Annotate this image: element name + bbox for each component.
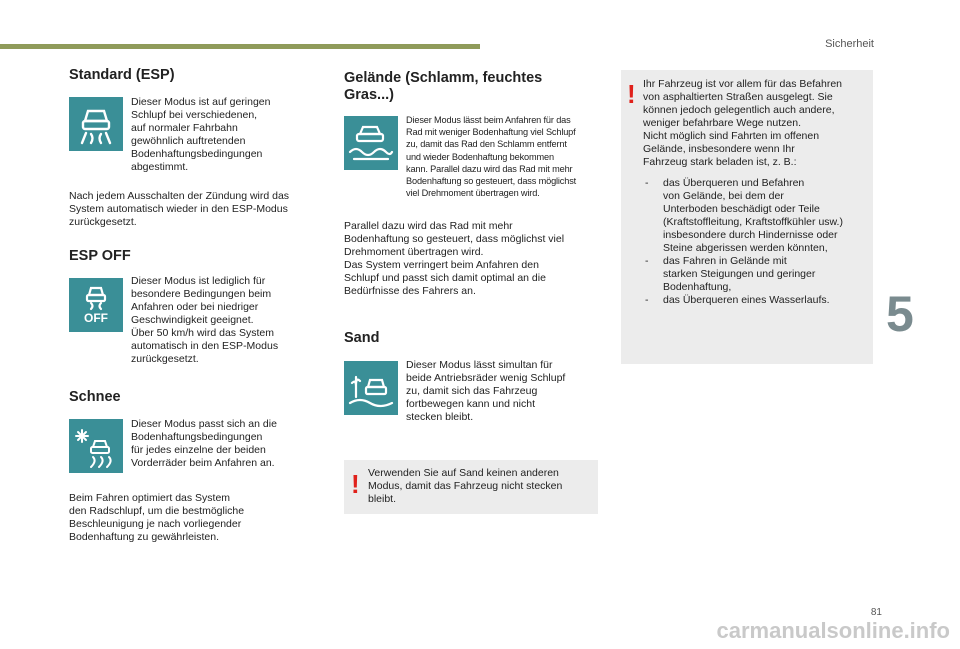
offroad-warning-list bbox=[643, 177, 873, 307]
snow-mode-icon bbox=[69, 419, 123, 473]
offroad-warning-box bbox=[621, 70, 873, 364]
esp-off-icon bbox=[69, 278, 123, 332]
sand-warning-text: Verwenden Sie auf Sand keinen anderen Modus, damit das Fahrzeug nicht stecken bleibt. bbox=[368, 467, 563, 505]
page-number: 81 bbox=[870, 607, 882, 618]
gelaende-text: Dieser Modus lässt beim Anfahren für das Rad mit weniger Bodenhaftung viel Schlupf zu, damit das Rad den Schlamm entfernt und wieder Bodenhaftung bekommen kann. Parallel dazu wird das Rad mit mehr Bodenhaftung so gesteuert, dass möglichst viel Drehmoment übertragen wird. bbox=[406, 115, 577, 199]
section-label: Sicherheit bbox=[825, 38, 874, 50]
schnee-title: Schnee bbox=[69, 389, 121, 405]
list-item: - das Überqueren und Befahren von Gelände, bei dem der Unterboden beschädigt oder Teile (Kraftstoffleitung, Kraftstoffkühler usw.) insbesondere durch Hindernisse oder Steine abgerissen werden könnten, bbox=[645, 177, 843, 254]
svg-text:OFF: OFF bbox=[84, 311, 108, 325]
gelaende-title: Gelände (Schlamm, feuchtes Gras...) bbox=[344, 70, 543, 103]
watermark: carmanualsonline.info bbox=[716, 618, 950, 643]
esp-standard-icon bbox=[69, 97, 123, 151]
sand-warning-box bbox=[344, 460, 598, 514]
schnee-note: Beim Fahren optimiert das System den Radschlupf, um die bestmögliche Beschleunigung je nach vorliegender Bodenhaftung zu gewährleisten. bbox=[69, 492, 245, 543]
warning-icon: ! bbox=[627, 79, 636, 109]
mud-mode-icon bbox=[344, 116, 398, 170]
esp-off-title: ESP OFF bbox=[69, 248, 131, 264]
sand-text: Dieser Modus lässt simultan für beide Antriebsräder wenig Schlupf zu, damit sich das Fahrzeug fortbewegen kann und nicht stecken bleibt. bbox=[406, 359, 566, 423]
gelaende-note: Parallel dazu wird das Rad mit mehr Bodenhaftung so gesteuert, dass möglichst viel Drehmoment übertragen wird. Das System verringert beim Anfahren den Schlupf und passt sich damit optimal an die Bedürfnisse des Fahrers an. bbox=[344, 220, 565, 297]
sand-title: Sand bbox=[344, 330, 380, 346]
chapter-number: 5 bbox=[886, 286, 914, 342]
warning-icon: ! bbox=[351, 469, 360, 499]
offroad-warning-intro: Ihr Fahrzeug ist vor allem für das Befahren von asphaltierten Straßen ausgelegt. Sie können jedoch gelegentlich auch andere, weniger befahrbare Wege nutzen. Nicht möglich sind Fahrten im offenen Gelände, insbesondere wenn Ihr Fahrzeug stark beladen ist, z. B.: bbox=[643, 78, 843, 168]
schnee-text: Dieser Modus passt sich an die Bodenhaftungsbedingungen für jedes einzelne der beiden Vorderräder beim Anfahren an. bbox=[131, 418, 277, 469]
esp-off-text: Dieser Modus ist lediglich für besondere Bedingungen beim Anfahren oder bei niedriger Geschwindigkeit geeignet. Über 50 km/h wird das System automatisch in den ESP-Modus zurückgesetzt. bbox=[131, 275, 279, 365]
standard-title: Standard (ESP) bbox=[69, 67, 175, 83]
standard-note: Nach jedem Ausschalten der Zündung wird das System automatisch wieder in den ESP-Modus zurückgesetzt. bbox=[69, 190, 290, 228]
header-accent-bar bbox=[0, 44, 480, 49]
list-item: - das Überqueren eines Wasserlaufs. bbox=[645, 294, 830, 306]
standard-text: Dieser Modus ist auf geringen Schlupf bei verschiedenen, auf normaler Fahrbahn gewöhnlich auftretenden Bodenhaftungsbedingungen abgestimmt. bbox=[131, 96, 271, 173]
sand-mode-icon bbox=[344, 361, 398, 415]
list-item: - das Fahren in Gelände mit starken Steigungen und geringer Bodenhaftung, bbox=[645, 255, 816, 293]
